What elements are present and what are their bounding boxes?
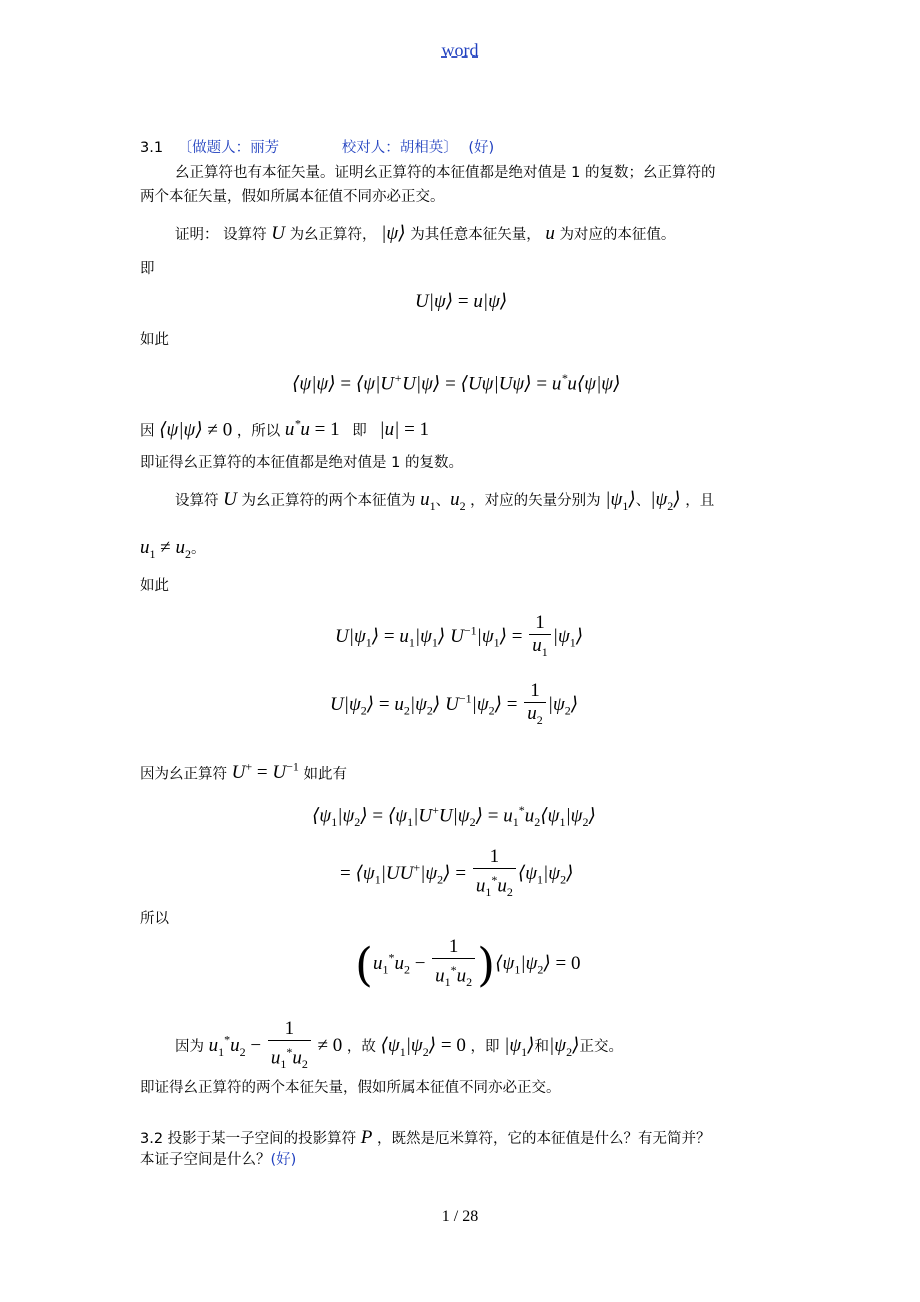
final-mid2: ，即 xyxy=(470,1038,500,1055)
suoyi-label: 所以 xyxy=(140,911,169,927)
proof-end: 为对应的本征值。 xyxy=(559,227,676,243)
equation-psi1: $U|\psi_1⟩$ = $u_1|\psi_1⟩$ $U^{-1}|\psi_1⟩$ = $\frac{1}{u_1}$ $|\psi_1⟩$ xyxy=(335,612,584,659)
proof-mid1: 为幺正算符， xyxy=(289,227,377,243)
final-prefix: 因为 xyxy=(175,1038,204,1055)
proof-prefix: 证明： 设算符 xyxy=(175,227,267,243)
final-he: 和 xyxy=(534,1038,550,1055)
set-line: 设算符 U 为幺正算符的两个本征值为 $u_1$、$u_2$ ，对应的矢量分别为 $|\psi_1⟩$、$|\psi_2⟩$ ，且 xyxy=(175,489,715,513)
because-mid: ，所以 xyxy=(236,423,281,440)
set-mid2: ，对应的矢量分别为 xyxy=(470,493,601,509)
equation-zero: ($u_1^*u_2$ − $\frac{1}{u_1^*u_2}$ )$⟨\psi_1|\psi_2⟩ = 0$ xyxy=(355,936,581,992)
final-end: 正交。 xyxy=(579,1038,623,1055)
equation-inner-1: $⟨\psi_1|\psi_2⟩$ = $⟨\psi_1|U^+U|\psi_2⟩$ = $u_1^*u_2⟨\psi_1|\psi_2⟩$ xyxy=(312,803,596,830)
equation-eigen: U|ψ⟩ = u|ψ⟩ xyxy=(415,291,508,312)
u-neq: $u_1 \ne u_2$。 xyxy=(140,537,206,561)
because-prefix: 因 xyxy=(140,423,155,440)
problem-3-2-number: 3.2 xyxy=(140,1131,164,1147)
problem-3-2-line-1: 3.2 投影于某一子空间的投影算符 P ，既然是厄米算符，它的本征值是什么？有无简并？ xyxy=(140,1127,711,1148)
equation-psi2: $U|\psi_2⟩$ = $u_2|\psi_2⟩$ $U^{-1}|\psi_2⟩$ = $\frac{1}{u_2}$ $|\psi_2⟩$ xyxy=(330,680,579,727)
since-end: 如此有 xyxy=(303,766,347,783)
ruci-label-2: 如此 xyxy=(140,578,169,594)
page-number: 1 / 28 xyxy=(441,1208,479,1225)
rating-label: (好) xyxy=(468,140,495,156)
equation-norm: ⟨ψ|ψ⟩ = ⟨ψ|U+U|ψ⟩ = ⟨Uψ|Uψ⟩ = u*u⟨ψ|ψ⟩ xyxy=(292,371,621,395)
conclusion-2: 即证得幺正算符的两个本征矢量，假如所属本征值不同亦必正交。 xyxy=(140,1080,561,1096)
final-mid1: ，故 xyxy=(346,1038,376,1055)
proof-line: 证明： 设算符 U 为幺正算符， |ψ⟩ 为其任意本征矢量， u 为对应的本征值。 xyxy=(175,223,676,244)
problem-3-2-text-1: 投影于某一子空间的投影算符 xyxy=(167,1131,357,1147)
set-end: ，且 xyxy=(685,493,715,509)
problem-3-2-rating: (好) xyxy=(270,1152,297,1168)
bracket-open: 〔 xyxy=(177,140,193,156)
set-prefix: 设算符 xyxy=(175,493,219,509)
set-mid1: 为幺正算符的两个本征值为 xyxy=(241,493,416,509)
conclusion-1: 即证得幺正算符的本征值都是绝对值是 1 的复数。 xyxy=(140,455,463,471)
problem-3-1-header xyxy=(140,138,494,158)
equation-inner-2: = $⟨\psi_1|UU^+|\psi_2⟩$ = $\frac{1}{u_1^*u_2}$ $⟨\psi_1|\psi_2⟩$ xyxy=(340,846,574,900)
checker-label: 校对人：胡相英 xyxy=(341,140,444,156)
bracket-close: 〕 xyxy=(443,140,458,156)
because-ji: 即 xyxy=(352,423,367,440)
problem-3-2-line-2 xyxy=(140,1150,296,1170)
since-prefix: 因为幺正算符 xyxy=(140,766,227,783)
final-line: 因为 $u_1^*u_2$ − $\frac{1}{u_1^*u_2}$ ≠ 0 ，故 $⟨\psi_1|\psi_2⟩ = 0$ ，即 $|\psi_1⟩$和$|\psi_2⟩$正交。 xyxy=(175,1018,623,1072)
header-word-link[interactable]: word xyxy=(441,40,479,60)
statement-line-1: 幺正算符也有本征矢量。证明幺正算符的本征值都是绝对值是 1 的复数；幺正算符的 xyxy=(175,165,716,181)
problem-3-2-text-1-end: ，既然是厄米算符，它的本征值是什么？有无简并？ xyxy=(377,1131,711,1147)
proof-mid2: 为其任意本征矢量， xyxy=(410,227,541,243)
ji-label: 即 xyxy=(140,261,155,277)
statement-line-2: 两个本征矢量，假如所属本征值不同亦必正交。 xyxy=(140,189,445,205)
problem-3-2-text-2: 本证子空间是什么？ xyxy=(140,1152,271,1168)
since-line: 因为幺正算符 $U^+ = U^{-1}$ 如此有 xyxy=(140,760,347,784)
problem-number: 3.1 xyxy=(140,140,164,156)
because-line: 因 ⟨ψ|ψ⟩ ≠ 0 ，所以 u*u = 1 即 |u| = 1 xyxy=(140,417,430,441)
ruci-label-1: 如此 xyxy=(140,332,169,348)
author-label: 做题人：丽芳 xyxy=(192,140,280,156)
